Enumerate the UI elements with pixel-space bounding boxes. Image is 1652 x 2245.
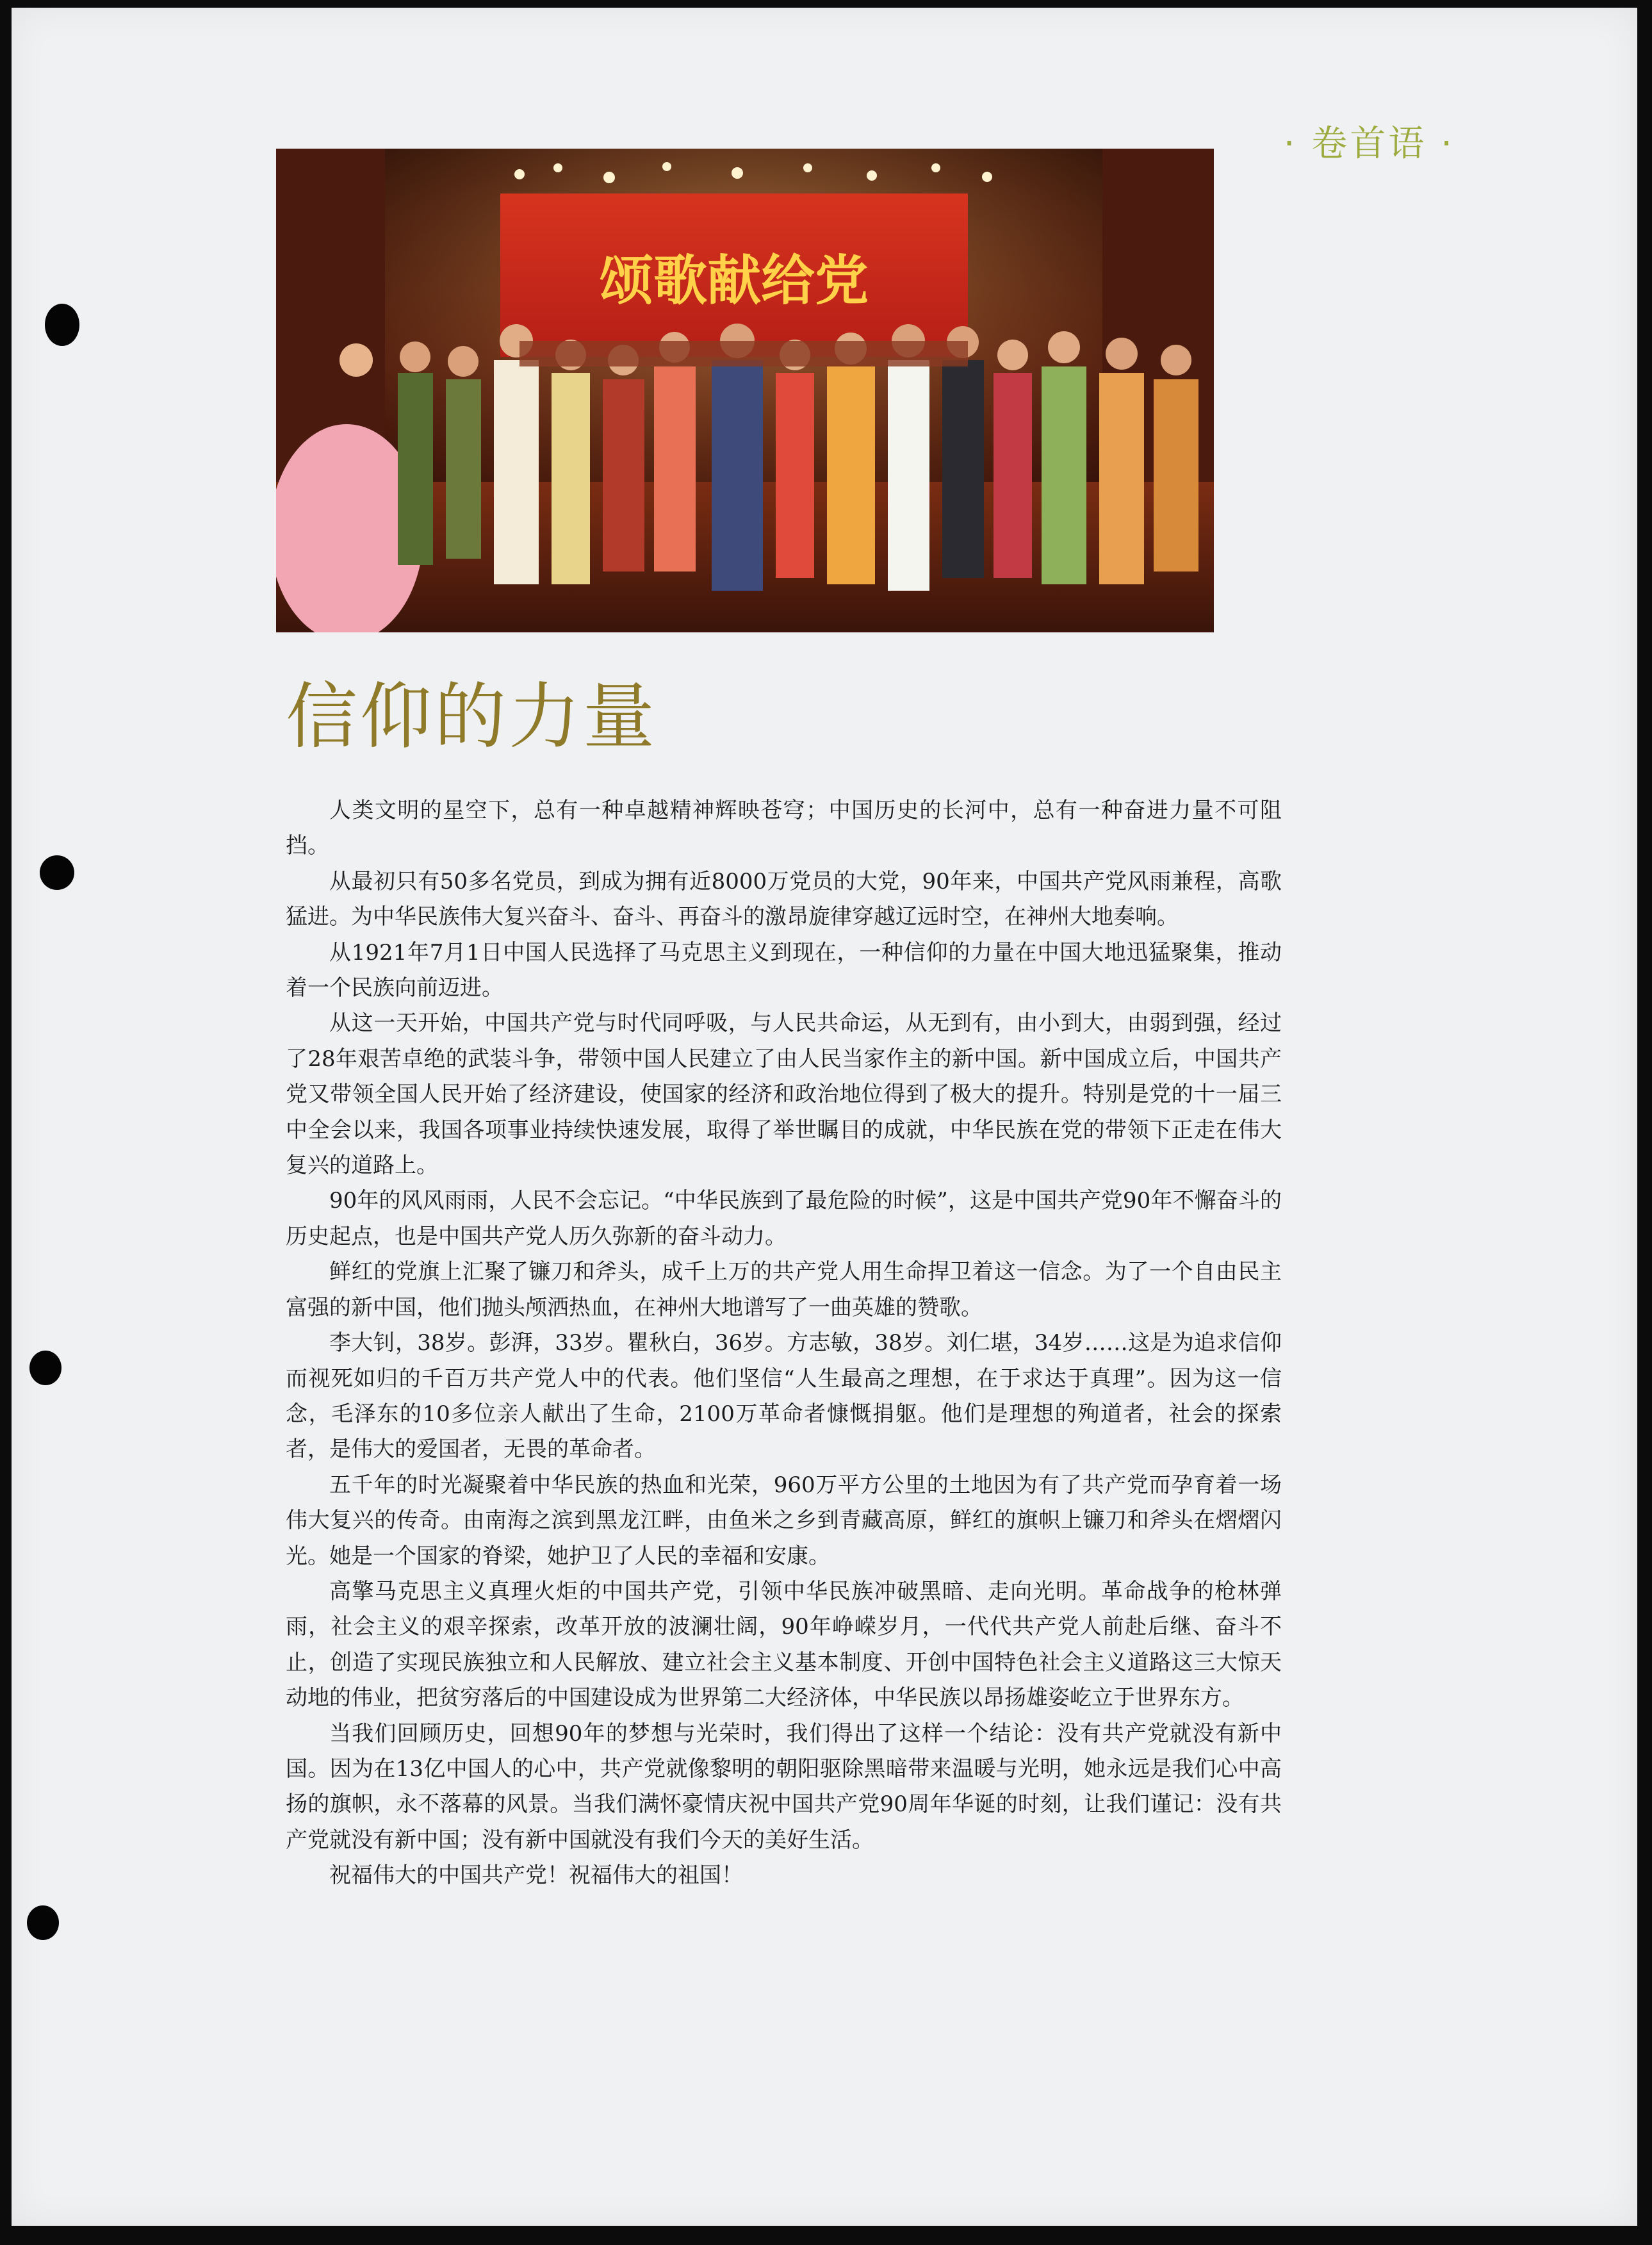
article-body: [286, 793, 1282, 1894]
document-page: [12, 8, 1637, 2226]
paragraph: 鲜红的党旗上汇聚了镰刀和斧头，成千上万的共产党人用生命捍卫着这一信念。为了一个自由民主富强的新中国，他们抛头颅洒热血，在神州大地谱写了一曲英雄的赞歌。: [286, 1259, 1282, 1320]
paragraph: 90年的风风雨雨，人民不会忘记。“中华民族到了最危险的时候”，这是中国共产党90年不懈奋斗的历史起点，也是中国共产党人历久弥新的奋斗动力。: [286, 1188, 1282, 1249]
paragraph: 当我们回顾历史，回想90年的梦想与光荣时，我们得出了这样一个结论：没有共产党就没有新中国。因为在13亿中国人的心中，共产党就像黎明的朝阳驱除黑暗带来温暖与光明，她永远是我们心中高扬的旗帜，永不落幕的风景。当我们满怀豪情庆祝中国共产党90周年华诞的时刻，让我们谨记：没有共产党就没有新中国；没有新中国就没有我们今天的美好生活。: [286, 1720, 1282, 1853]
punch-hole: [29, 1351, 61, 1385]
punch-hole: [27, 1905, 59, 1940]
scan-border-top: [0, 0, 1652, 8]
punch-hole: [40, 855, 74, 890]
banner-text: 颂歌献给党: [599, 249, 869, 312]
paragraph: 李大钊，38岁。彭湃，33岁。瞿秋白，36岁。方志敏，38岁。刘仁堪，34岁……这是为追求信仰而视死如归的千百万共产党人中的代表。他们坚信“人生最高之理想，在于求达于真理”。因为这一信念，毛泽东的10多位亲人献出了生命，2100万革命者慷慨捐躯。他们是理想的殉道者，社会的探索者，是伟大的爱国者，无畏的革命者。: [286, 1330, 1282, 1463]
article-title: 信仰的力量: [286, 675, 657, 759]
scan-border-left: [0, 0, 12, 2245]
paragraph: 五千年的时光凝聚着中华民族的热血和光荣，960万平方公里的土地因为有了共产党而孕育着一场伟大复兴的传奇。由南海之滨到黑龙江畔，由鱼米之乡到青藏高原，鲜红的旗帜上镰刀和斧头在熠熠闪光。她是一个国家的脊梁，她护卫了人民的幸福和安康。: [286, 1472, 1282, 1569]
section-label: · 卷首语 ·: [1283, 123, 1455, 165]
paragraph: 从这一天开始，中国共产党与时代同呼吸，与人民共命运，从无到有，由小到大，由弱到强，经过了28年艰苦卓绝的武装斗争，带领中国人民建立了由人民当家作主的新中国。新中国成立后，中国共产党又带领全国人民开始了经济建设，使国家的经济和政治地位得到了极大的提升。特别是党的十一届三中全会以来，我国各项事业持续快速发展，取得了举世瞩目的成就，中华民族在党的带领下正走在伟大复兴的道路上。: [286, 1010, 1282, 1179]
punch-hole: [45, 304, 79, 346]
paragraph-closing: 祝福伟大的中国共产党！祝福伟大的祖国！: [329, 1863, 743, 1889]
paragraph: 从1921年7月1日中国人民选择了马克思主义到现在，一种信仰的力量在中国大地迅猛聚集，推动着一个民族向前迈进。: [286, 939, 1282, 1001]
scan-border-bottom: [0, 2226, 1652, 2245]
paragraph: 高擎马克思主义真理火炬的中国共产党，引领中华民族冲破黑暗、走向光明。革命战争的枪林弹雨，社会主义的艰辛探索，改革开放的波澜壮阔，90年峥嵘岁月，一代代共产党人前赴后继、奋斗不止，创造了实现民族独立和人民解放、建立社会主义基本制度、开创中国特色社会主义道路这三大惊天动地的伟业，把贫穷落后的中国建设成为世界第二大经济体，中华民族以昂扬雄姿屹立于世界东方。: [286, 1578, 1282, 1711]
paragraph: 人类文明的星空下，总有一种卓越精神辉映苍穹；中国历史的长河中，总有一种奋进力量不可阻挡。: [286, 798, 1282, 859]
stage-photo-image: [276, 149, 1214, 632]
scan-border-right: [1637, 0, 1652, 2245]
paragraph: 从最初只有50多名党员，到成为拥有近8000万党员的大党，90年来，中国共产党风雨兼程，高歌猛进。为中华民族伟大复兴奋斗、奋斗、再奋斗的激昂旋律穿越辽远时空，在神州大地奏响。: [286, 868, 1282, 930]
stage-photo: [276, 149, 1214, 632]
